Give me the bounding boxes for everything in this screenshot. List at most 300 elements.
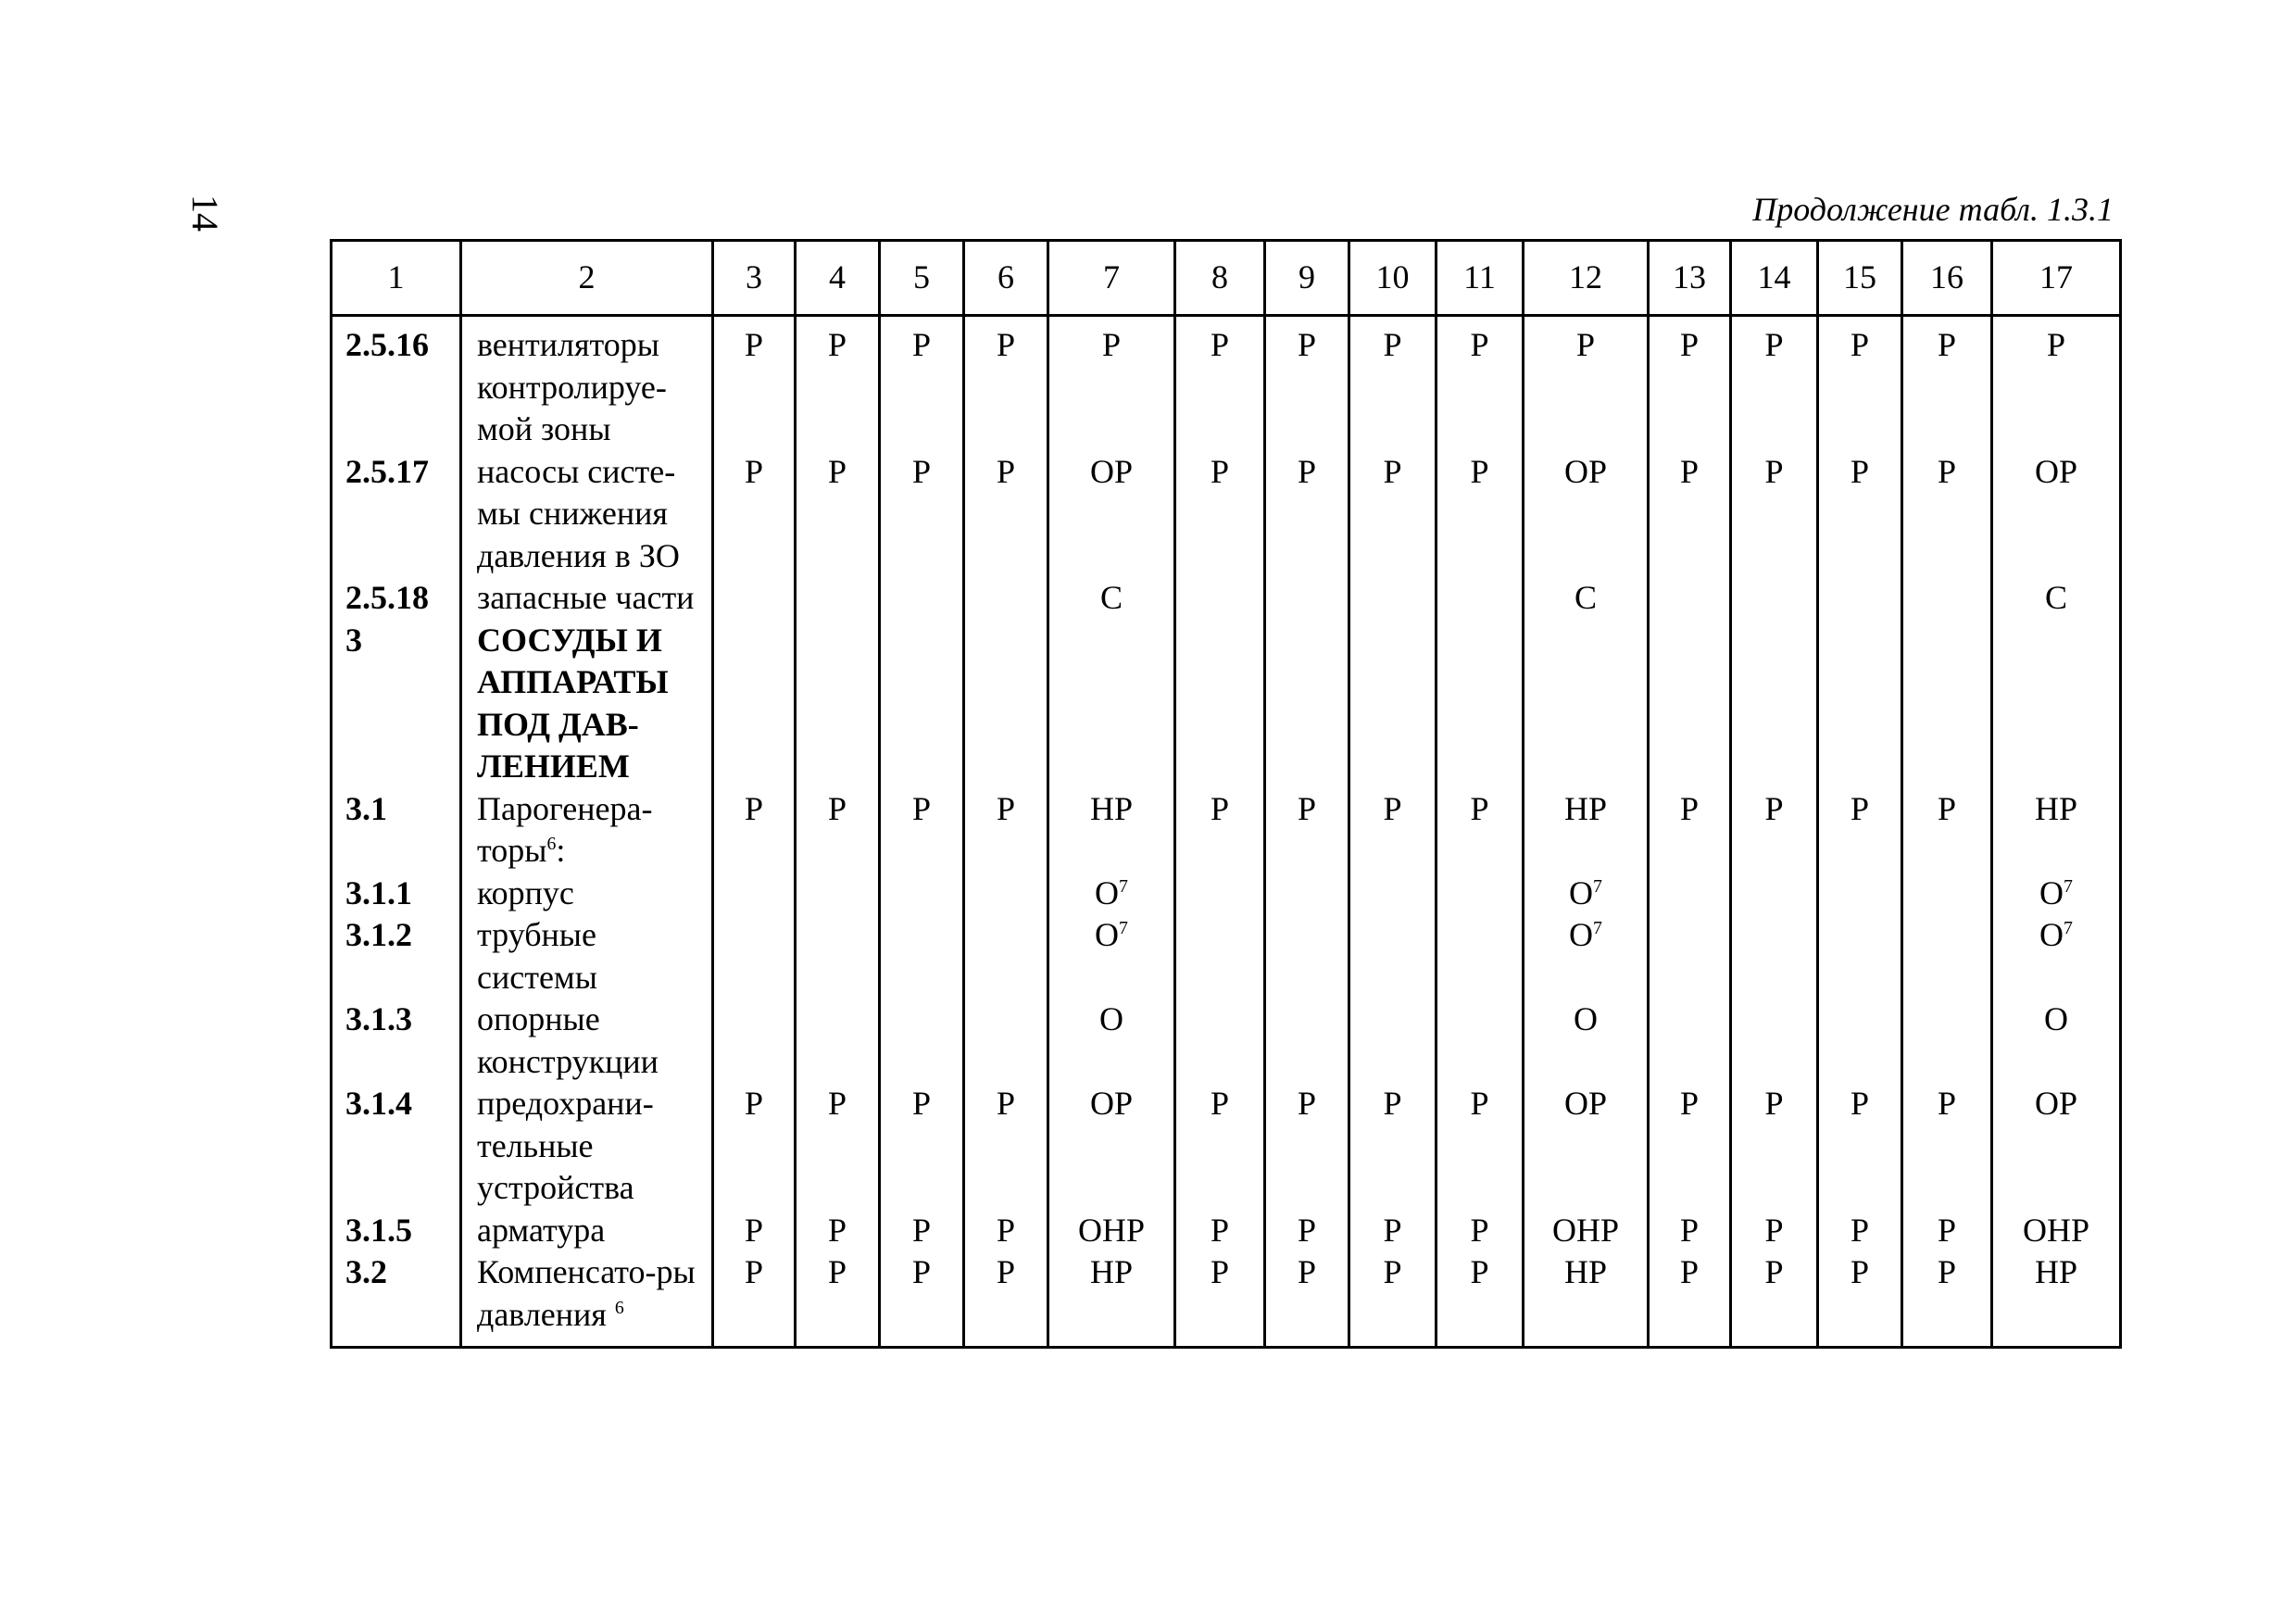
cell-value: Р bbox=[827, 326, 847, 363]
cell-value: Р bbox=[2046, 326, 2066, 363]
cell-col-6 bbox=[964, 873, 1048, 915]
cell-col-16 bbox=[1902, 1083, 1992, 1210]
cell-value: Р bbox=[827, 1085, 847, 1122]
cell-col-13 bbox=[1649, 620, 1731, 788]
table-row bbox=[332, 316, 2121, 451]
row-name-text: запасные части bbox=[477, 579, 695, 616]
column-header-4: 4 bbox=[796, 241, 880, 316]
cell-value: Р bbox=[827, 789, 847, 827]
table-caption: Продолжение табл. 1.3.1 bbox=[1752, 191, 2114, 228]
table-row bbox=[332, 620, 2121, 788]
row-number: 3.1 bbox=[332, 788, 461, 873]
cell-col-4 bbox=[796, 451, 880, 578]
column-header-1: 1 bbox=[332, 241, 461, 316]
cell-value: Р bbox=[1383, 789, 1402, 827]
row-number: 2.5.16 bbox=[332, 316, 461, 451]
column-header-11: 11 bbox=[1437, 241, 1524, 316]
cell-col-12 bbox=[1524, 577, 1649, 620]
cell-value: ОР bbox=[1563, 1085, 1608, 1122]
row-name bbox=[461, 914, 713, 999]
cell-value: Р bbox=[1101, 326, 1122, 363]
cell-value: ОР bbox=[2034, 1085, 2078, 1122]
cell-col-6 bbox=[964, 914, 1048, 999]
row-name bbox=[461, 316, 713, 451]
cell-col-15 bbox=[1818, 1251, 1902, 1348]
cell-col-5 bbox=[880, 788, 964, 873]
cell-col-16 bbox=[1902, 577, 1992, 620]
cell-value: НР bbox=[1089, 1253, 1134, 1290]
cell-value: ОР bbox=[1089, 1085, 1134, 1122]
cell-value: ОР bbox=[1563, 452, 1608, 490]
column-header-13: 13 bbox=[1649, 241, 1731, 316]
cell-col-6 bbox=[964, 1083, 1048, 1210]
cell-value: Р bbox=[827, 1253, 847, 1290]
cell-col-7 bbox=[1048, 1210, 1175, 1252]
cell-col-9 bbox=[1265, 914, 1349, 999]
cell-value: Р bbox=[1679, 452, 1700, 490]
cell-col-8 bbox=[1175, 999, 1265, 1083]
table-row bbox=[332, 788, 2121, 873]
cell-value: О bbox=[1569, 873, 1594, 911]
cell-value: О bbox=[1099, 1000, 1123, 1037]
cell-value: О bbox=[1095, 873, 1120, 911]
table-row bbox=[332, 873, 2121, 915]
row-name-text: СОСУДЫ И АППАРАТЫ ПОД ДАВ-ЛЕНИЕМ bbox=[477, 621, 669, 785]
row-name bbox=[461, 1083, 713, 1210]
row-number: 3.1.3 bbox=[332, 999, 461, 1083]
cell-value: Р bbox=[1210, 326, 1230, 363]
cell-value: Р bbox=[1764, 1253, 1784, 1290]
cell-value: О bbox=[1574, 1000, 1598, 1037]
cell-col-16 bbox=[1902, 999, 1992, 1083]
cell-col-5 bbox=[880, 914, 964, 999]
cell-value: Р bbox=[1470, 789, 1489, 827]
cell-col-15 bbox=[1818, 788, 1902, 873]
cell-col-15 bbox=[1818, 577, 1902, 620]
cell-col-8 bbox=[1175, 873, 1265, 915]
row-number: 2.5.17 bbox=[332, 451, 461, 578]
cell-col-12 bbox=[1524, 873, 1649, 915]
cell-col-16 bbox=[1902, 788, 1992, 873]
row-name bbox=[461, 873, 713, 915]
cell-col-3 bbox=[713, 914, 796, 999]
cell-col-3 bbox=[713, 999, 796, 1083]
row-name-text: опорные конструкции bbox=[477, 1000, 659, 1080]
column-header-12: 12 bbox=[1524, 241, 1649, 316]
cell-col-4 bbox=[796, 999, 880, 1083]
cell-value: Р bbox=[1210, 452, 1230, 490]
row-name-text: насосы систе-мы снижения давления в ЗО bbox=[477, 452, 680, 574]
cell-col-7 bbox=[1048, 788, 1175, 873]
cell-value: О bbox=[1095, 916, 1120, 953]
footnote-ref: 7 bbox=[1119, 875, 1128, 897]
column-header-3: 3 bbox=[713, 241, 796, 316]
cell-col-14 bbox=[1731, 914, 1818, 999]
cell-value: Р bbox=[1679, 1253, 1700, 1290]
cell-col-3 bbox=[713, 577, 796, 620]
table-row bbox=[332, 577, 2121, 620]
cell-col-14 bbox=[1731, 1251, 1818, 1348]
cell-value: Р bbox=[827, 452, 847, 490]
cell-value: Р bbox=[744, 326, 764, 363]
cell-col-7 bbox=[1048, 999, 1175, 1083]
row-name-text: предохрани-тельные устройства bbox=[477, 1085, 654, 1206]
column-header-10: 10 bbox=[1349, 241, 1437, 316]
cell-col-16 bbox=[1902, 451, 1992, 578]
column-header-15: 15 bbox=[1818, 241, 1902, 316]
cell-value: Р bbox=[1937, 1085, 1957, 1122]
row-number: 3.1.1 bbox=[332, 873, 461, 915]
cell-col-16 bbox=[1902, 620, 1992, 788]
cell-value: С bbox=[1574, 579, 1597, 616]
cell-value: С bbox=[1099, 579, 1123, 616]
row-number: 2.5.18 bbox=[332, 577, 461, 620]
cell-col-4 bbox=[796, 788, 880, 873]
cell-col-11 bbox=[1437, 577, 1524, 620]
row-name-text: Компенсато-ры давления bbox=[477, 1253, 696, 1333]
column-header-7: 7 bbox=[1048, 241, 1175, 316]
column-header-16: 16 bbox=[1902, 241, 1992, 316]
cell-col-9 bbox=[1265, 620, 1349, 788]
cell-value: Р bbox=[1679, 1211, 1700, 1249]
cell-col-17 bbox=[1992, 999, 2121, 1083]
header-row bbox=[332, 241, 2121, 316]
cell-value: Р bbox=[1297, 1211, 1317, 1249]
cell-col-9 bbox=[1265, 451, 1349, 578]
footnote-ref: 7 bbox=[1119, 918, 1128, 938]
cell-col-6 bbox=[964, 999, 1048, 1083]
row-name bbox=[461, 1251, 713, 1348]
cell-col-6 bbox=[964, 577, 1048, 620]
cell-col-3 bbox=[713, 873, 796, 915]
cell-col-10 bbox=[1349, 316, 1437, 451]
cell-col-9 bbox=[1265, 873, 1349, 915]
cell-col-12 bbox=[1524, 1251, 1649, 1348]
cell-col-17 bbox=[1992, 451, 2121, 578]
cell-col-12 bbox=[1524, 620, 1649, 788]
cell-value: Р bbox=[1210, 789, 1230, 827]
cell-value: НР bbox=[1563, 789, 1608, 827]
footnote-ref: 7 bbox=[1593, 918, 1602, 938]
row-number: 3.2 bbox=[332, 1251, 461, 1348]
cell-value: НР bbox=[2034, 1253, 2078, 1290]
cell-col-16 bbox=[1902, 1210, 1992, 1252]
footnote-ref: 6 bbox=[614, 1297, 624, 1318]
cell-col-15 bbox=[1818, 1210, 1902, 1252]
cell-col-5 bbox=[880, 316, 964, 451]
cell-col-13 bbox=[1649, 451, 1731, 578]
cell-value: Р bbox=[1470, 452, 1489, 490]
cell-col-9 bbox=[1265, 1251, 1349, 1348]
cell-value: Р bbox=[1937, 1253, 1957, 1290]
cell-value: Р bbox=[744, 1085, 764, 1122]
cell-col-9 bbox=[1265, 999, 1349, 1083]
row-name-text: Парогенера-торы bbox=[477, 789, 653, 869]
footnote-ref: 7 bbox=[2064, 875, 2073, 897]
cell-value: Р bbox=[1470, 1085, 1489, 1122]
cell-value: Р bbox=[1764, 789, 1784, 827]
cell-col-14 bbox=[1731, 1210, 1818, 1252]
row-name-text: трубные системы bbox=[477, 916, 597, 996]
cell-col-3 bbox=[713, 1251, 796, 1348]
cell-col-9 bbox=[1265, 577, 1349, 620]
cell-col-6 bbox=[964, 788, 1048, 873]
cell-value: Р bbox=[1383, 1253, 1402, 1290]
cell-value: Р bbox=[827, 1211, 847, 1249]
cell-value: Р bbox=[1297, 1253, 1317, 1290]
cell-col-11 bbox=[1437, 1251, 1524, 1348]
cell-col-17 bbox=[1992, 1210, 2121, 1252]
cell-col-6 bbox=[964, 1210, 1048, 1252]
cell-col-14 bbox=[1731, 451, 1818, 578]
cell-col-10 bbox=[1349, 788, 1437, 873]
cell-col-13 bbox=[1649, 1251, 1731, 1348]
cell-value: Р bbox=[1850, 452, 1870, 490]
cell-col-9 bbox=[1265, 788, 1349, 873]
cell-col-3 bbox=[713, 788, 796, 873]
cell-col-17 bbox=[1992, 577, 2121, 620]
cell-col-14 bbox=[1731, 873, 1818, 915]
table-body bbox=[332, 316, 2121, 1348]
row-name bbox=[461, 999, 713, 1083]
cell-col-12 bbox=[1524, 1210, 1649, 1252]
row-name-tail: : bbox=[556, 832, 566, 869]
cell-value: О bbox=[2039, 873, 2064, 911]
cell-value: Р bbox=[744, 1211, 764, 1249]
row-number: 3 bbox=[332, 620, 461, 788]
cell-value: Р bbox=[1679, 326, 1700, 363]
cell-value: Р bbox=[1679, 789, 1700, 827]
cell-col-10 bbox=[1349, 1210, 1437, 1252]
cell-value: Р bbox=[1937, 789, 1957, 827]
cell-value: Р bbox=[996, 452, 1016, 490]
cell-col-13 bbox=[1649, 999, 1731, 1083]
cell-col-14 bbox=[1731, 577, 1818, 620]
cell-value: НР bbox=[1089, 789, 1134, 827]
row-name-text: вентиляторы контролируе-мой зоны bbox=[477, 326, 667, 447]
cell-col-8 bbox=[1175, 1083, 1265, 1210]
column-header-5: 5 bbox=[880, 241, 964, 316]
cell-col-6 bbox=[964, 1251, 1048, 1348]
column-header-14: 14 bbox=[1731, 241, 1818, 316]
cell-col-8 bbox=[1175, 620, 1265, 788]
page-number: 14 bbox=[184, 195, 226, 232]
cell-col-4 bbox=[796, 873, 880, 915]
cell-col-13 bbox=[1649, 1083, 1731, 1210]
cell-col-3 bbox=[713, 316, 796, 451]
cell-col-5 bbox=[880, 999, 964, 1083]
cell-col-5 bbox=[880, 1210, 964, 1252]
table-row bbox=[332, 1210, 2121, 1252]
cell-col-13 bbox=[1649, 577, 1731, 620]
cell-col-5 bbox=[880, 577, 964, 620]
cell-value: НР bbox=[2034, 789, 2078, 827]
cell-col-14 bbox=[1731, 1083, 1818, 1210]
cell-value: Р bbox=[1210, 1211, 1230, 1249]
cell-col-9 bbox=[1265, 1210, 1349, 1252]
cell-value: Р bbox=[911, 1211, 932, 1249]
cell-col-15 bbox=[1818, 451, 1902, 578]
cell-value: Р bbox=[1764, 452, 1784, 490]
cell-value: О bbox=[2039, 916, 2064, 953]
cell-value: Р bbox=[1850, 1085, 1870, 1122]
cell-col-10 bbox=[1349, 620, 1437, 788]
cell-value: Р bbox=[996, 789, 1016, 827]
cell-col-10 bbox=[1349, 1083, 1437, 1210]
cell-value: Р bbox=[1297, 452, 1317, 490]
cell-value: Р bbox=[744, 452, 764, 490]
cell-col-6 bbox=[964, 316, 1048, 451]
table-row bbox=[332, 1251, 2121, 1348]
cell-col-11 bbox=[1437, 451, 1524, 578]
cell-col-15 bbox=[1818, 316, 1902, 451]
cell-col-14 bbox=[1731, 788, 1818, 873]
row-name bbox=[461, 1210, 713, 1252]
cell-col-17 bbox=[1992, 914, 2121, 999]
cell-col-11 bbox=[1437, 1083, 1524, 1210]
cell-col-17 bbox=[1992, 316, 2121, 451]
cell-value: ОНР bbox=[1551, 1211, 1620, 1249]
footnote-ref: 7 bbox=[2064, 918, 2073, 938]
row-number: 3.1.2 bbox=[332, 914, 461, 999]
cell-col-4 bbox=[796, 1210, 880, 1252]
cell-col-11 bbox=[1437, 788, 1524, 873]
cell-col-13 bbox=[1649, 316, 1731, 451]
cell-value: Р bbox=[1470, 1253, 1489, 1290]
cell-value: Р bbox=[1210, 1253, 1230, 1290]
column-header-2: 2 bbox=[461, 241, 713, 316]
cell-value: Р bbox=[1850, 326, 1870, 363]
cell-col-5 bbox=[880, 620, 964, 788]
table-row bbox=[332, 999, 2121, 1083]
cell-col-11 bbox=[1437, 316, 1524, 451]
cell-col-8 bbox=[1175, 914, 1265, 999]
cell-value: Р bbox=[1383, 1085, 1402, 1122]
cell-col-10 bbox=[1349, 873, 1437, 915]
column-header-9: 9 bbox=[1265, 241, 1349, 316]
cell-col-7 bbox=[1048, 1083, 1175, 1210]
cell-col-11 bbox=[1437, 620, 1524, 788]
cell-value: Р bbox=[1764, 1085, 1784, 1122]
cell-value: Р bbox=[1679, 1085, 1700, 1122]
cell-col-16 bbox=[1902, 1251, 1992, 1348]
cell-value: Р bbox=[911, 452, 932, 490]
cell-col-8 bbox=[1175, 451, 1265, 578]
cell-value: Р bbox=[996, 326, 1016, 363]
cell-col-8 bbox=[1175, 788, 1265, 873]
cell-col-10 bbox=[1349, 1251, 1437, 1348]
cell-col-6 bbox=[964, 620, 1048, 788]
cell-col-15 bbox=[1818, 999, 1902, 1083]
footnote-ref: 7 bbox=[1593, 875, 1602, 897]
cell-col-5 bbox=[880, 873, 964, 915]
cell-value: Р bbox=[996, 1253, 1016, 1290]
cell-col-7 bbox=[1048, 1251, 1175, 1348]
cell-col-12 bbox=[1524, 451, 1649, 578]
cell-col-12 bbox=[1524, 316, 1649, 451]
cell-col-6 bbox=[964, 451, 1048, 578]
cell-col-5 bbox=[880, 1251, 964, 1348]
table-row bbox=[332, 914, 2121, 999]
cell-value: Р bbox=[744, 1253, 764, 1290]
cell-col-11 bbox=[1437, 873, 1524, 915]
cell-col-13 bbox=[1649, 1210, 1731, 1252]
cell-value: Р bbox=[996, 1085, 1016, 1122]
cell-value: Р bbox=[1937, 326, 1957, 363]
cell-col-5 bbox=[880, 451, 964, 578]
cell-value: Р bbox=[1764, 326, 1784, 363]
cell-value: Р bbox=[1383, 1211, 1402, 1249]
cell-col-4 bbox=[796, 316, 880, 451]
cell-col-4 bbox=[796, 1083, 880, 1210]
cell-value: Р bbox=[1470, 326, 1489, 363]
cell-col-12 bbox=[1524, 914, 1649, 999]
cell-col-3 bbox=[713, 1210, 796, 1252]
cell-value: ОР bbox=[1089, 452, 1134, 490]
cell-col-15 bbox=[1818, 873, 1902, 915]
cell-col-10 bbox=[1349, 999, 1437, 1083]
cell-col-8 bbox=[1175, 1251, 1265, 1348]
row-name bbox=[461, 620, 713, 788]
cell-col-8 bbox=[1175, 1210, 1265, 1252]
cell-col-15 bbox=[1818, 914, 1902, 999]
cell-value: Р bbox=[1297, 1085, 1317, 1122]
cell-col-4 bbox=[796, 577, 880, 620]
cell-col-13 bbox=[1649, 788, 1731, 873]
cell-col-17 bbox=[1992, 1083, 2121, 1210]
table-row bbox=[332, 451, 2121, 578]
row-name-text: корпус bbox=[477, 873, 574, 911]
cell-col-15 bbox=[1818, 1083, 1902, 1210]
cell-col-16 bbox=[1902, 873, 1992, 915]
row-number: 3.1.4 bbox=[332, 1083, 461, 1210]
cell-value: ОНР bbox=[2022, 1211, 2090, 1249]
cell-col-7 bbox=[1048, 316, 1175, 451]
cell-value: Р bbox=[1210, 1085, 1230, 1122]
cell-value: Р bbox=[911, 1085, 932, 1122]
cell-value: Р bbox=[1470, 1211, 1489, 1249]
cell-col-8 bbox=[1175, 316, 1265, 451]
cell-value: Р bbox=[1297, 789, 1317, 827]
cell-col-11 bbox=[1437, 1210, 1524, 1252]
cell-value: Р bbox=[911, 326, 932, 363]
cell-col-15 bbox=[1818, 620, 1902, 788]
cell-col-3 bbox=[713, 620, 796, 788]
cell-value: Р bbox=[1850, 1253, 1870, 1290]
cell-value: НР bbox=[1563, 1253, 1608, 1290]
column-header-17: 17 bbox=[1992, 241, 2121, 316]
cell-value: Р bbox=[1937, 452, 1957, 490]
column-header-8: 8 bbox=[1175, 241, 1265, 316]
cell-col-7 bbox=[1048, 577, 1175, 620]
cell-col-13 bbox=[1649, 873, 1731, 915]
cell-col-5 bbox=[880, 1083, 964, 1210]
cell-col-7 bbox=[1048, 914, 1175, 999]
cell-value: О bbox=[2044, 1000, 2068, 1037]
table-row bbox=[332, 1083, 2121, 1210]
cell-col-17 bbox=[1992, 620, 2121, 788]
row-number: 3.1.5 bbox=[332, 1210, 461, 1252]
cell-col-14 bbox=[1731, 316, 1818, 451]
cell-value: ОР bbox=[2034, 452, 2078, 490]
cell-col-9 bbox=[1265, 316, 1349, 451]
cell-col-17 bbox=[1992, 873, 2121, 915]
cell-value: Р bbox=[744, 789, 764, 827]
cell-value: ОНР bbox=[1077, 1211, 1146, 1249]
cell-col-9 bbox=[1265, 1083, 1349, 1210]
cell-col-10 bbox=[1349, 577, 1437, 620]
cell-col-4 bbox=[796, 1251, 880, 1348]
